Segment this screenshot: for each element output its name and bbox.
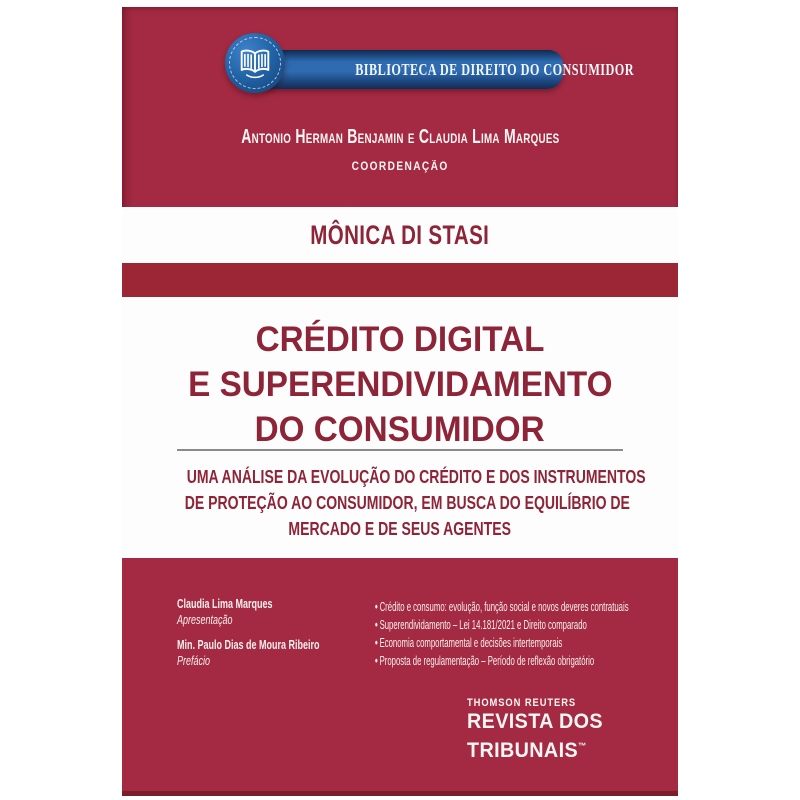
series-badge-emblem	[225, 33, 285, 93]
topic-item: • Economia comportamental e decisões intertemporais	[375, 636, 563, 650]
open-book-icon	[236, 43, 274, 83]
credit-item	[177, 637, 375, 669]
book-cover	[122, 7, 678, 796]
credit-role: Prefácio	[177, 654, 211, 668]
credit-name: Claudia Lima Marques	[177, 597, 273, 611]
trademark-symbol: ™	[578, 741, 587, 751]
subtitle-line: MERCADO E DE SEUS AGENTES	[288, 519, 512, 539]
subtitle-line: DE PROTEÇÃO AO CONSUMIDOR, EM BUSCA DO EQUILÍBRIO DE	[184, 493, 630, 513]
credit-role: Apresentação	[177, 613, 233, 627]
credit-item	[177, 596, 375, 628]
bullet-icon: •	[375, 654, 378, 668]
divider-line	[177, 449, 623, 451]
book-subtitle	[122, 465, 678, 543]
author-band	[122, 207, 678, 263]
coordinators-names: Antonio Herman Benjamin e Claudia Lima Marques	[240, 126, 560, 148]
footer-section	[122, 558, 678, 796]
topic-item: • Proposta de regulamentação – Período de reflexão obrigatório	[375, 654, 595, 668]
bullet-icon: •	[375, 618, 378, 632]
publisher-name-line: TRIBUNAIS™	[467, 738, 587, 763]
publisher-name-line: REVISTA DOS	[467, 709, 603, 733]
topic-item: • Crédito e consumo: evolução, função social e novos deveres contratuais	[375, 600, 629, 614]
book-title	[122, 321, 678, 456]
cover-bottom-edge	[122, 791, 678, 796]
credit-name: Min. Paulo Dias de Moura Ribeiro	[177, 638, 320, 652]
topics-list	[375, 598, 784, 670]
bullet-icon: •	[375, 636, 378, 650]
author-name: MÔNICA DI STASI	[310, 220, 490, 250]
title-line: E SUPERENDIVIDAMENTO	[187, 365, 613, 404]
topic-item: • Superendividamento – Lei 14.181/2021 e Direito comparado	[375, 618, 587, 632]
coordination-role-label: COORDENAÇÃO	[351, 161, 449, 173]
title-line: CRÉDITO DIGITAL	[255, 320, 545, 359]
red-divider-band	[122, 263, 678, 297]
publisher-logo	[467, 695, 615, 764]
series-badge-label: BIBLIOTECA DE DIREITO DO CONSUMIDOR	[355, 60, 635, 79]
title-section	[122, 297, 678, 558]
subtitle-line: UMA ANÁLISE DA EVOLUÇÃO DO CRÉDITO E DOS INSTRUMENTOS	[186, 467, 646, 487]
series-badge-ribbon	[255, 50, 635, 89]
publisher-group-name: THOMSON REUTERS	[467, 697, 577, 709]
bullet-icon: •	[375, 600, 378, 614]
credits-block	[177, 596, 375, 678]
title-line: DO CONSUMIDOR	[254, 410, 546, 449]
